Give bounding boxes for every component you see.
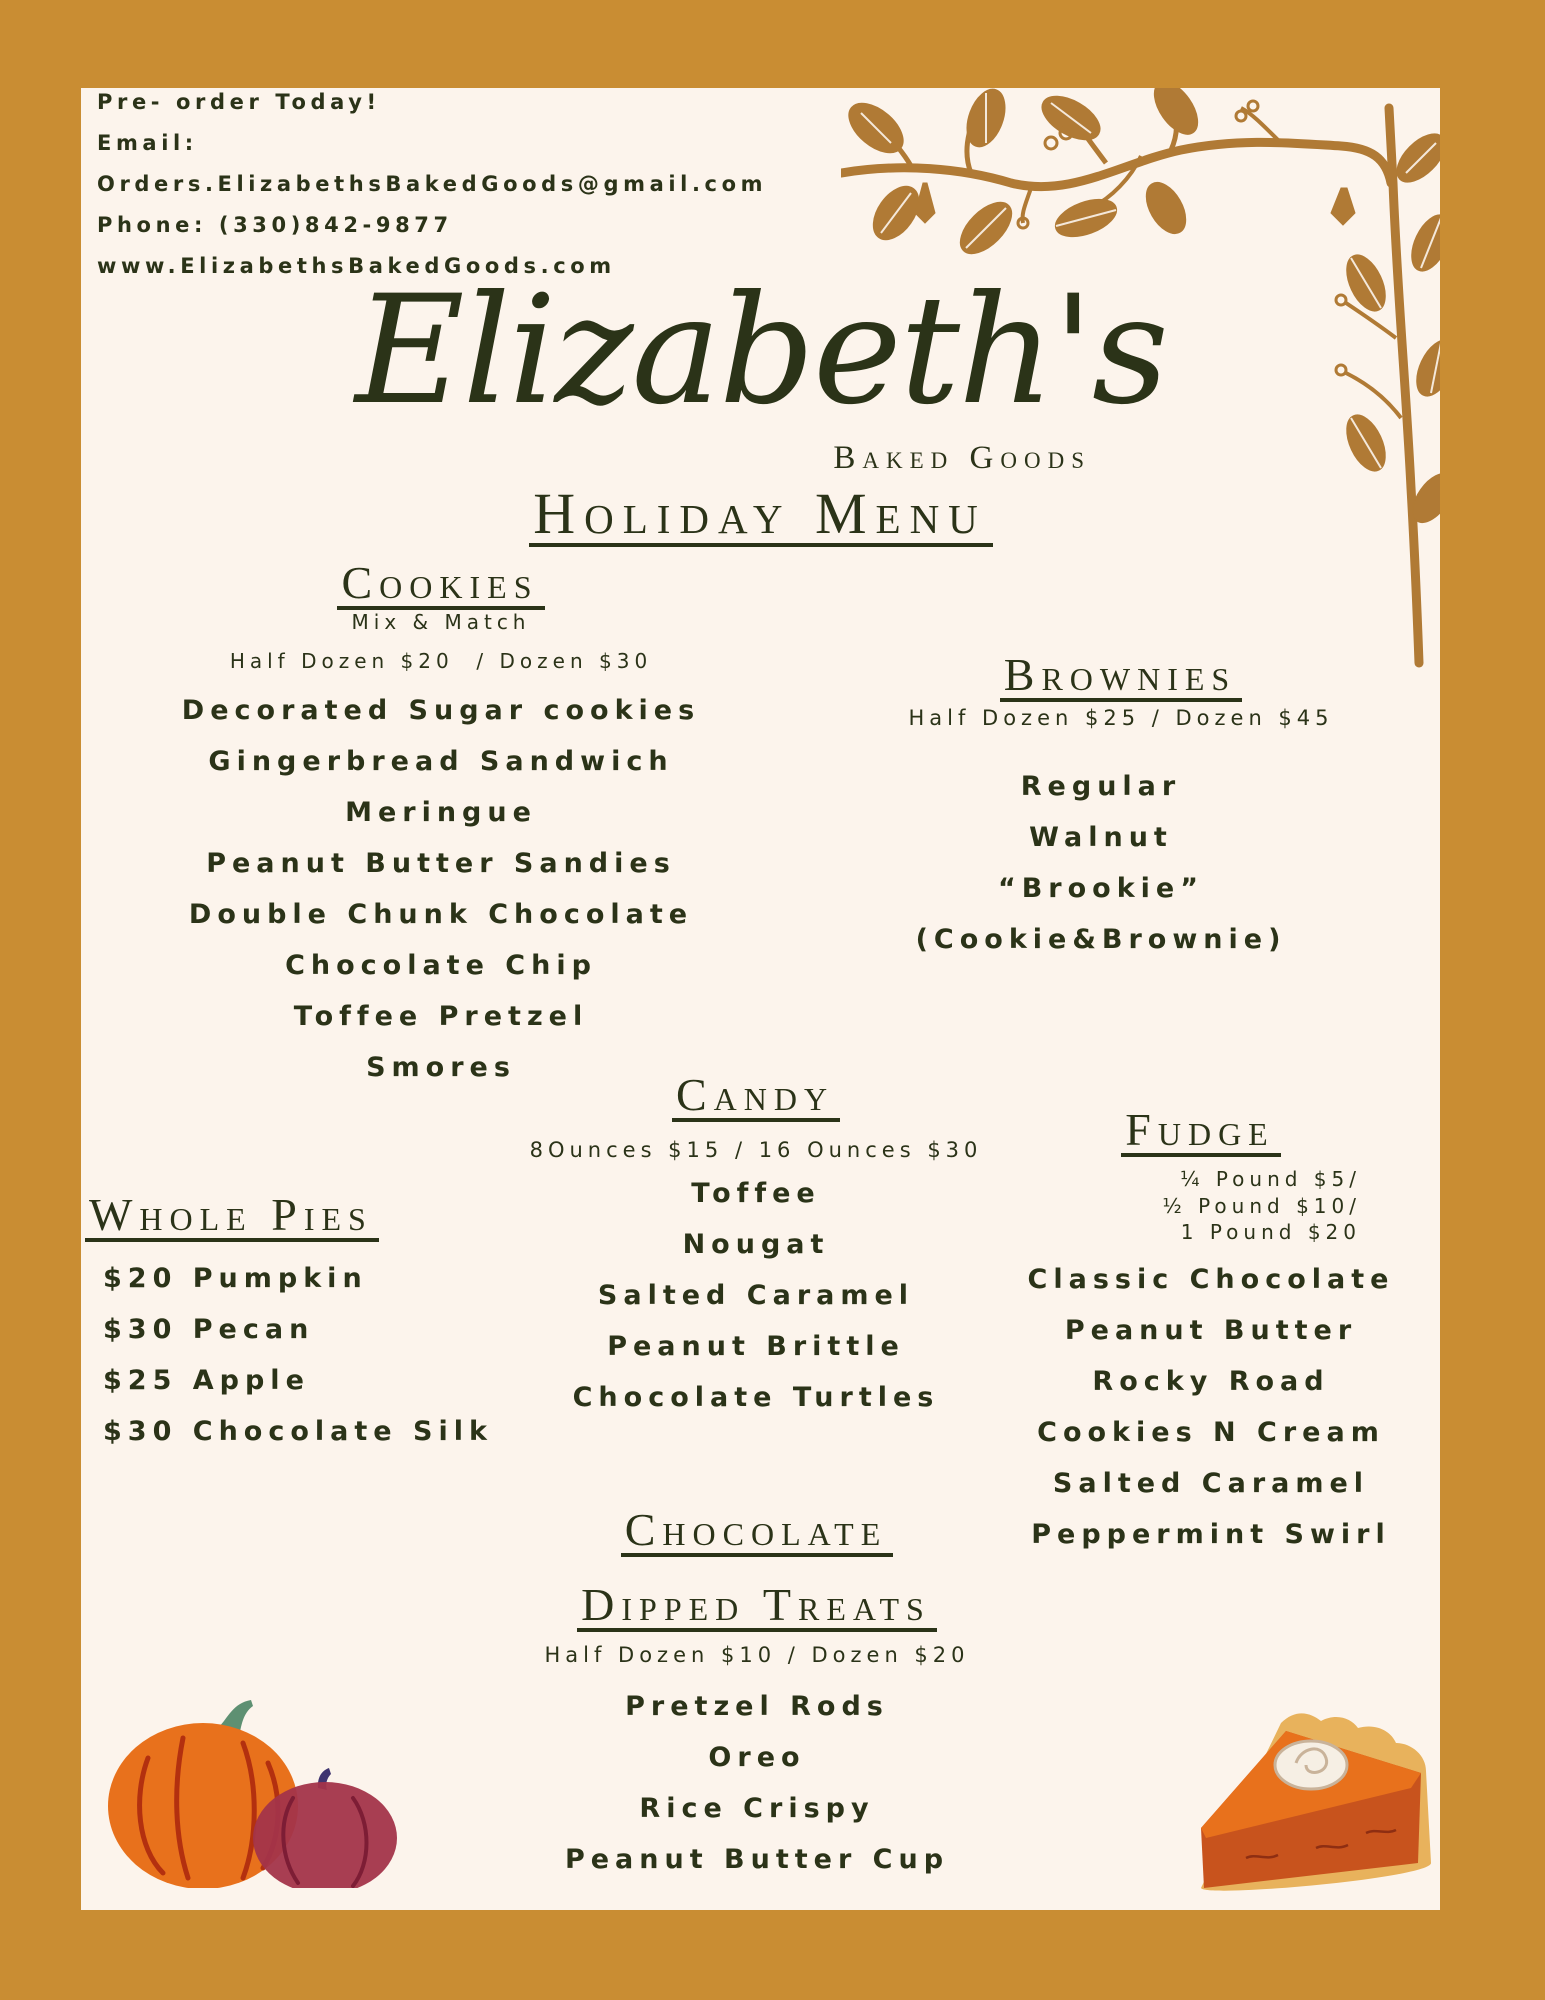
fudge-price-quarter: ¼ Pound $5/: [1180, 1167, 1361, 1191]
phone-text[interactable]: Phone: (330)842-9877: [97, 213, 453, 237]
brand-script-name: Elizabeth's: [355, 264, 1167, 438]
candy-item: Salted Caramel: [597, 1280, 915, 1311]
menu-panel: [81, 88, 1440, 1910]
candy-item: Chocolate Turtles: [572, 1382, 940, 1413]
pie-item: $30 Chocolate Silk: [103, 1416, 493, 1447]
brownies-heading: Brownies: [921, 648, 1321, 702]
cookies-item: Toffee Pretzel: [293, 1001, 589, 1032]
chocolate-dipped-heading-line2: Dipped Treats: [507, 1578, 1007, 1632]
cookies-item: Chocolate Chip: [285, 950, 597, 981]
cookies-heading: Cookies: [241, 556, 641, 610]
candy-heading: Candy: [556, 1068, 956, 1122]
candy-item: Nougat: [682, 1229, 830, 1260]
fudge-item: Classic Chocolate: [1027, 1264, 1395, 1295]
candy-price: 8Ounces $15 / 16 Ounces $30: [529, 1138, 983, 1162]
email-label: Email:: [97, 131, 198, 155]
pie-item: $20 Pumpkin: [103, 1263, 368, 1294]
pie-item: $25 Apple: [103, 1365, 310, 1396]
chocolate-dipped-heading-line1: Chocolate: [507, 1503, 1007, 1557]
fudge-price-half: ½ Pound $10/: [1162, 1194, 1361, 1218]
pie-slice-icon: [1186, 1693, 1446, 1898]
email-link[interactable]: Orders.ElizabethsBakedGoods@gmail.com: [97, 172, 768, 196]
cookies-item: Double Chunk Chocolate: [188, 899, 694, 930]
fudge-item: Salted Caramel: [1052, 1468, 1370, 1499]
pie-item: $30 Pecan: [103, 1314, 315, 1345]
fudge-item: Peppermint Swirl: [1031, 1519, 1391, 1550]
brand-subtitle: Baked Goods: [833, 440, 1091, 476]
dipped-item: Pretzel Rods: [625, 1691, 889, 1722]
cookies-price: Half Dozen $20 / Dozen $30: [229, 649, 653, 673]
fudge-heading: Fudge: [1001, 1103, 1401, 1157]
candy-item: Toffee: [691, 1178, 821, 1209]
candy-item: Peanut Brittle: [607, 1331, 905, 1362]
cookies-item: Peanut Butter Sandies: [206, 848, 676, 879]
brownies-item: (Cookie&Brownie): [915, 924, 1287, 955]
dipped-item: Peanut Butter Cup: [564, 1844, 950, 1875]
brownies-item: Regular: [1020, 771, 1182, 802]
brownies-price: Half Dozen $25 / Dozen $45: [908, 706, 1334, 730]
fudge-price-pound: 1 Pound $20: [1180, 1220, 1361, 1244]
dipped-item: Rice Crispy: [639, 1793, 875, 1824]
cookies-note: Mix & Match: [351, 610, 531, 634]
whole-pies-heading: Whole Pies: [85, 1188, 379, 1242]
cookies-item: Meringue: [345, 797, 537, 828]
chocolate-dipped-price: Half Dozen $10 / Dozen $20: [544, 1643, 970, 1667]
cookies-item: Smores: [366, 1052, 516, 1083]
pumpkins-icon: [103, 1688, 403, 1888]
dipped-item: Oreo: [708, 1742, 806, 1773]
brownies-item: Walnut: [1029, 822, 1173, 853]
brownies-item: “Brookie”: [997, 873, 1204, 904]
fudge-item: Rocky Road: [1092, 1366, 1330, 1397]
fudge-item: Peanut Butter: [1064, 1315, 1358, 1346]
cookies-item: Gingerbread Sandwich: [208, 746, 674, 777]
website-link[interactable]: www.ElizabethsBakedGoods.com: [97, 254, 616, 278]
preorder-text: Pre- order Today!: [97, 90, 381, 114]
fudge-item: Cookies N Cream: [1037, 1417, 1385, 1448]
cookies-item: Decorated Sugar cookies: [181, 695, 701, 726]
menu-title: Holiday Menu: [401, 480, 1121, 547]
